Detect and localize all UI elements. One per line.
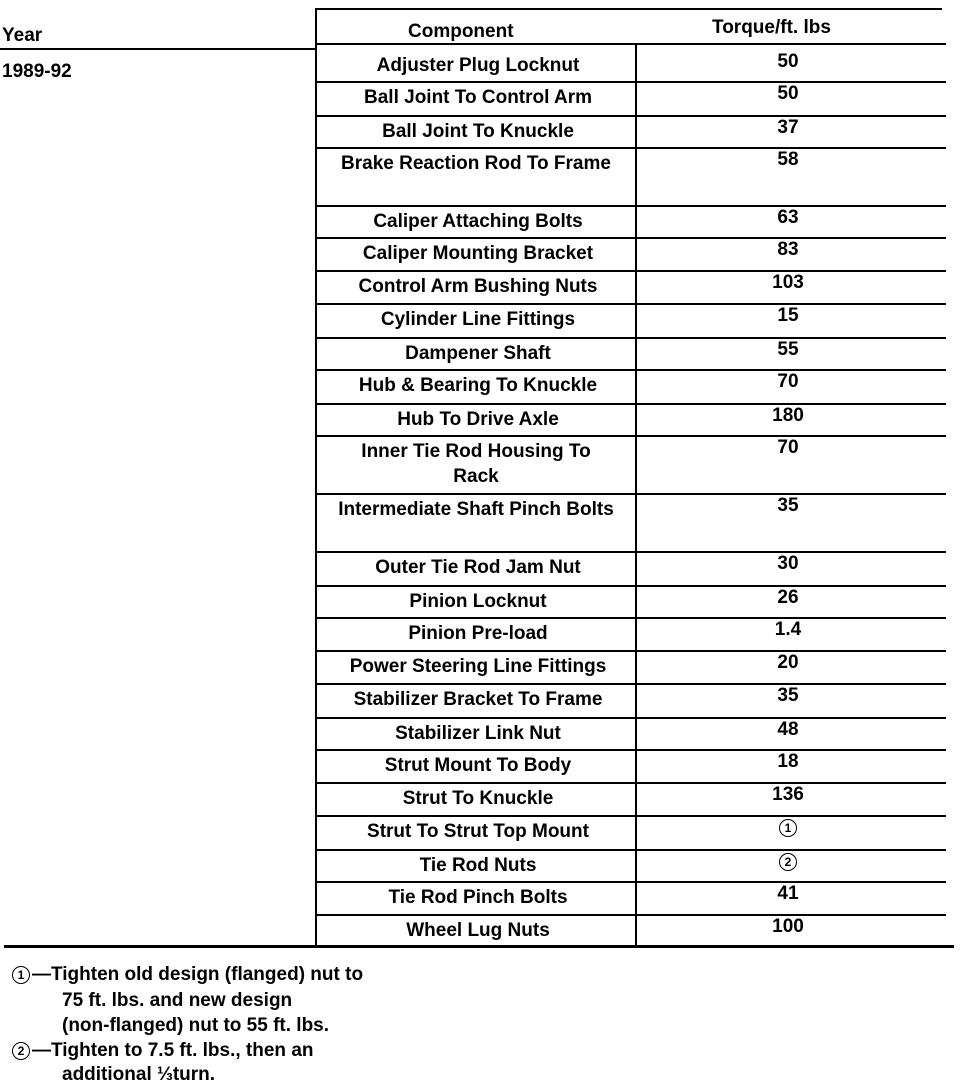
footnote-1-line3: (non-flanged) nut to 55 ft. lbs. xyxy=(62,1015,330,1036)
torque-cell: 63 xyxy=(777,207,799,228)
torque-cell: 50 xyxy=(777,83,799,104)
component-cell: Strut To Strut Top Mount xyxy=(367,821,589,842)
footnote-2-marker: 2 xyxy=(12,1042,30,1060)
component-cell: Tie Rod Nuts xyxy=(419,855,537,876)
torque-cell: 136 xyxy=(772,784,804,805)
component-cell: Caliper Mounting Bracket xyxy=(362,243,594,264)
table-bottom-rule xyxy=(4,945,954,948)
year-column-divider xyxy=(315,8,317,948)
component-cell: Strut To Knuckle xyxy=(402,788,554,809)
torque-cell: 15 xyxy=(777,305,799,326)
torque-cell: 30 xyxy=(777,553,799,574)
component-cell: Caliper Attaching Bolts xyxy=(373,211,583,232)
component-cell: Inner Tie Rod Housing To Rack xyxy=(361,441,591,487)
component-cell: Cylinder Line Fittings xyxy=(380,309,576,330)
year-value: 1989-92 xyxy=(2,61,72,82)
torque-cell: 55 xyxy=(777,339,799,360)
torque-cell: 70 xyxy=(777,437,799,458)
torque-cell: 58 xyxy=(777,149,799,170)
component-cell: Outer Tie Rod Jam Nut xyxy=(375,557,581,578)
component-cell: Dampener Shaft xyxy=(405,343,551,364)
component-cell: Adjuster Plug Locknut xyxy=(376,55,580,76)
footnote-2-line2: additional ⅓turn. xyxy=(62,1064,216,1085)
torque-cell: 35 xyxy=(777,495,799,516)
header-component: Component xyxy=(408,21,514,42)
component-cell: Pinion Pre-load xyxy=(408,623,548,644)
footnote-2-line1: —Tighten to 7.5 ft. lbs., then an xyxy=(32,1040,314,1061)
footnote-2 xyxy=(12,1038,314,1064)
torque-cell: 26 xyxy=(777,587,799,608)
footnote-ref-marker: 1 xyxy=(779,819,797,837)
component-cell: Stabilizer Link Nut xyxy=(395,723,561,744)
component-cell: Hub To Drive Axle xyxy=(397,409,559,430)
footnote-1-marker: 1 xyxy=(12,966,30,984)
torque-cell: 70 xyxy=(777,371,799,392)
torque-cell: 20 xyxy=(777,652,799,673)
torque-cell: 35 xyxy=(777,685,799,706)
torque-cell: 83 xyxy=(777,239,799,260)
torque-cell: 100 xyxy=(772,916,804,937)
table-top-rule xyxy=(316,8,942,10)
torque-cell: 37 xyxy=(777,117,799,138)
component-cell: Wheel Lug Nuts xyxy=(406,920,550,941)
torque-cell: 50 xyxy=(777,51,799,72)
component-cell: Control Arm Bushing Nuts xyxy=(358,276,598,297)
component-cell: Ball Joint To Control Arm xyxy=(364,87,592,108)
torque-cell xyxy=(636,816,940,840)
torque-cell: 48 xyxy=(777,719,799,740)
header-year: Year xyxy=(2,25,43,46)
torque-cell: 18 xyxy=(777,751,799,772)
component-cell: Stabilizer Bracket To Frame xyxy=(353,689,603,710)
component-cell: Pinion Locknut xyxy=(409,591,547,612)
torque-cell: 103 xyxy=(772,272,804,293)
component-cell: Tie Rod Pinch Bolts xyxy=(388,887,568,908)
torque-cell xyxy=(636,850,940,874)
footnote-1 xyxy=(12,962,363,988)
torque-cell: 41 xyxy=(777,883,799,904)
torque-cell: 1.4 xyxy=(774,619,802,640)
footnote-1-line2: 75 ft. lbs. and new design xyxy=(62,990,293,1011)
component-cell: Hub & Bearing To Knuckle xyxy=(358,375,598,396)
torque-cell: 180 xyxy=(772,405,804,426)
header-torque: Torque/ft. lbs xyxy=(712,17,831,38)
footnote-1-line1: —Tighten old design (flanged) nut to xyxy=(32,964,364,985)
footnote-ref-marker: 2 xyxy=(779,853,797,871)
component-cell: Ball Joint To Knuckle xyxy=(382,121,574,142)
component-cell: Power Steering Line Fittings xyxy=(349,656,607,677)
component-cell: Intermediate Shaft Pinch Bolts xyxy=(338,499,614,520)
header-bottom-rule-left xyxy=(0,48,316,50)
component-cell: Brake Reaction Rod To Frame xyxy=(341,153,611,174)
component-cell: Strut Mount To Body xyxy=(384,755,572,776)
